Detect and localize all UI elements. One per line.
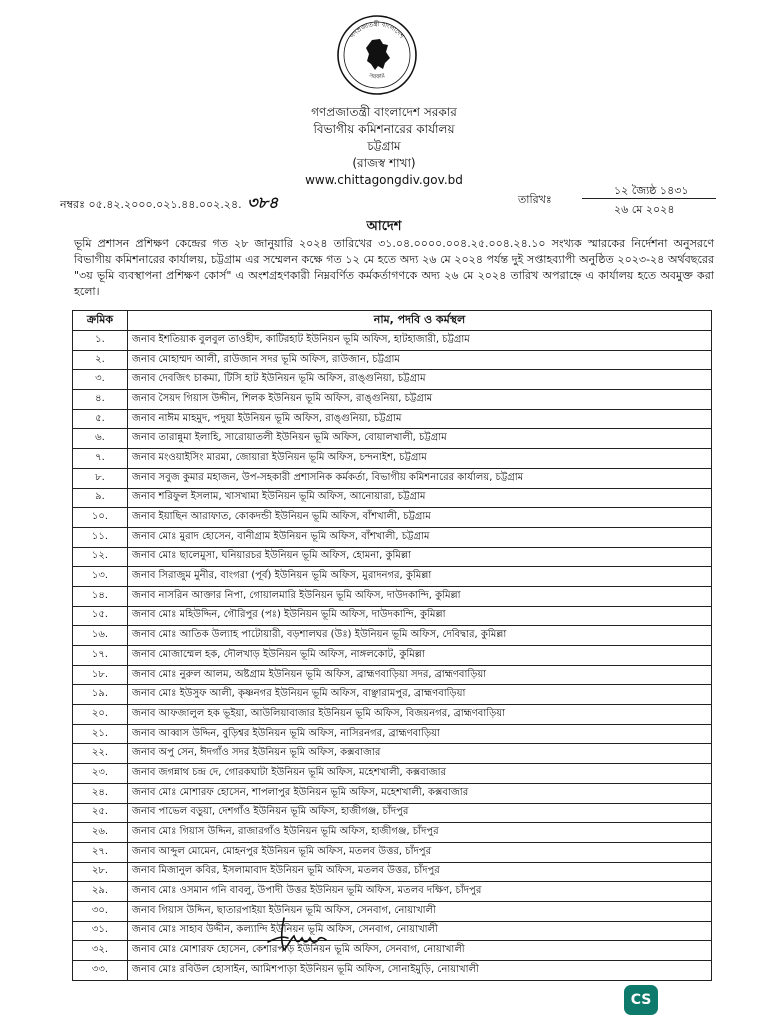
table-row: [73, 764, 712, 784]
serial-cell: ৩২.: [73, 941, 128, 961]
officer-cell: জনাব তারান্নুমা ইলাহি, সারোয়াতলী ইউনিয়ন ভূমি অফিস, বোয়ালখালী, চট্টগ্রাম: [128, 429, 712, 449]
table-row: [73, 665, 712, 685]
serial-cell: ৩.: [73, 370, 128, 390]
date-bangla: ১২ জ্যৈষ্ঠ ১৪৩১: [614, 184, 689, 197]
table-row: [73, 724, 712, 744]
table-row: [73, 705, 712, 725]
serial-cell: ১৫.: [73, 606, 128, 626]
officers-table: [72, 310, 712, 981]
officer-cell: জনাব জগন্নাথ চন্দ্র দে, গোরকঘাটা ইউনিয়ন ভূমি অফিস, মহেশখালী, কক্সবাজার: [128, 764, 712, 784]
table-row: [73, 744, 712, 764]
memo-handwritten-number: ৩৮৪: [247, 193, 279, 212]
serial-cell: ২৭.: [73, 842, 128, 862]
bangladesh-map-icon: [366, 39, 390, 70]
serial-cell: ৩৩.: [73, 961, 128, 981]
table-row: [73, 803, 712, 823]
serial-cell: ২৬.: [73, 823, 128, 843]
memo-number-line: [60, 190, 278, 217]
serial-cell: ১৯.: [73, 685, 128, 705]
serial-cell: ৮.: [73, 468, 128, 488]
table-row: [73, 626, 712, 646]
serial-cell: ২৮.: [73, 862, 128, 882]
serial-cell: ২.: [73, 350, 128, 370]
government-seal: [336, 14, 418, 96]
officer-cell: জনাব মোঃ ইউসুফ আলী, কৃষ্ণনগর ইউনিয়ন ভূমি অফিস, বাঞ্ছারামপুর, ব্রাহ্মণবাড়িয়া: [128, 685, 712, 705]
serial-cell: ২৯.: [73, 882, 128, 902]
office-city: চট্টগ্রাম: [367, 139, 401, 153]
table-row: [73, 488, 712, 508]
column-name-designation: নাম, পদবি ও কর্মস্থল: [128, 311, 712, 331]
officer-cell: জনাব সিরাজুম মুনীর, বাংগরা (পূর্ব) ইউনিয়ন ভূমি অফিস, মুরাদনগর, কুমিল্লা: [128, 567, 712, 587]
officer-cell: জনাব সবুজ কুমার মহাজন, উপ-সহকারী প্রশাসনিক কর্মকর্তা, বিভাগীয় কমিশনারের কার্যালয়, চট্টগ্রাম: [128, 468, 712, 488]
camscanner-badge: CS: [624, 985, 658, 1015]
table-row: [73, 882, 712, 902]
officer-cell: জনাব সৈয়দ গিয়াস উদ্দীন, শিলক ইউনিয়ন ভূমি অফিস, রাঙ্গুনিয়া, চট্টগ্রাম: [128, 390, 712, 410]
government-name: গণপ্রজাতন্ত্রী বাংলাদেশ সরকার: [311, 105, 457, 119]
office-name: বিভাগীয় কমিশনারের কার্যালয়: [313, 122, 455, 136]
officer-cell: জনাব আফজালুল হক ভূইয়া, আউলিয়াবাজার ইউনিয়ন ভূমি অফিস, বিজয়নগর, ব্রাহ্মণবাড়িয়া: [128, 705, 712, 725]
memo-label: নম্বরঃ: [60, 198, 85, 211]
officer-cell: জনাব নাসরিন আক্তার নিপা, গোয়ালমারি ইউনিয়ন ভূমি অফিস, দাউদকান্দি, কুমিল্লা: [128, 586, 712, 606]
officer-cell: জনাব মোঃ মোশারফ হোসেন, কেশারপাড় ইউনিয়ন ভূমি অফিস, সেনবাগ, নোয়াখালী: [128, 941, 712, 961]
section-name: (রাজস্ব শাখা): [352, 156, 416, 170]
serial-cell: ১৬.: [73, 626, 128, 646]
table-row: [73, 921, 712, 941]
officer-cell: জনাব মোঃ মোশারফ হোসেন, শাপলাপুর ইউনিয়ন ভূমি অফিস, মহেশখালী, কক্সবাজার: [128, 783, 712, 803]
officer-cell: জনাব মোঃ গিয়াস উদ্দিন, রাজারগাঁও ইউনিয়ন ভূমি অফিস, হাজীগঞ্জ, চাঁদপুর: [128, 823, 712, 843]
officer-cell: জনাব শরিফুল ইসলাম, খাসখামা ইউনিয়ন ভূমি অফিস, আনোয়ারা, চট্টগ্রাম: [128, 488, 712, 508]
table-row: [73, 862, 712, 882]
table-row: [73, 941, 712, 961]
serial-cell: ২২.: [73, 744, 128, 764]
serial-cell: ১৩.: [73, 567, 128, 587]
table-body: [73, 331, 712, 981]
officer-cell: জনাব গিয়াস উদ্দিন, ছাতারপাইয়া ইউনিয়ন ভূমি অফিস, সেনবাগ, নোয়াখালী: [128, 901, 712, 921]
officer-cell: জনাব মোঃ ছালেমুসা, ঘনিয়ারচর ইউনিয়ন ভূমি অফিস, হোমনা, কুমিল্লা: [128, 547, 712, 567]
table-row: [73, 468, 712, 488]
serial-cell: ১১.: [73, 527, 128, 547]
table-row: [73, 331, 712, 351]
table-row: [73, 961, 712, 981]
serial-cell: ২১.: [73, 724, 128, 744]
officer-cell: জনাব মোজাম্মেল হক, দৌলখাড় ইউনিয়ন ভূমি অফিস, নাঙ্গলকোট, কুমিল্লা: [128, 646, 712, 666]
serial-cell: ৯.: [73, 488, 128, 508]
officer-cell: জনাব মোহাম্মদ আলী, রাউজান সদর ভূমি অফিস, রাউজান, চট্টগ্রাম: [128, 350, 712, 370]
date-label: তারিখঃ: [518, 193, 552, 206]
table-row: [73, 527, 712, 547]
seal-bottom-text: সরকার: [368, 72, 386, 81]
officer-cell: জনাব মোঃ মুরাদ হোসেন, বানীগ্রাম ইউনিয়ন ভূমি অফিস, বাঁশখালী, চট্টগ্রাম: [128, 527, 712, 547]
officer-cell: জনাব মংওয়াইসিং মারমা, জোয়ারা ইউনিয়ন ভূমি অফিস, চন্দনাইশ, চট্টগ্রাম: [128, 449, 712, 469]
table-row: [73, 370, 712, 390]
serial-cell: ১৭.: [73, 646, 128, 666]
serial-cell: ২৫.: [73, 803, 128, 823]
officer-cell: জনাব পাভেল বড়ুয়া, দেশগাঁও ইউনিয়ন ভূমি অফিস, হাজীগঞ্জ, চাঁদপুর: [128, 803, 712, 823]
table-row: [73, 646, 712, 666]
officer-cell: জনাব মোঃ আতিক উল্যাহ পাটোয়ারী, বড়শালঘর (উঃ) ইউনিয়ন ভূমি অফিস, দেবিদ্বার, কুমিল্লা: [128, 626, 712, 646]
officer-cell: জনাব মোঃ নুরুল আলম, অষ্টগ্রাম ইউনিয়ন ভূমি অফিস, ব্রাহ্মণবাড়িয়া সদর, ব্রাহ্মণবাড়িয়া: [128, 665, 712, 685]
seal-top-text: গণপ্রজাতন্ত্রী বাংলাদেশ: [349, 20, 405, 40]
table-row: [73, 567, 712, 587]
serial-cell: ৬.: [73, 429, 128, 449]
table-row: [73, 449, 712, 469]
table-header-row: [73, 311, 712, 331]
officer-cell: জনাব নাঈম মাহমুদ, পদুয়া ইউনিয়ন ভূমি অফিস, রাঙ্গুনিয়া, চট্টগ্রাম: [128, 409, 712, 429]
officer-cell: জনাব মোঃ ওসমান গনি বাবলু, উপাদী উত্তর ইউনিয়ন ভূমি অফিস, মতলব দক্ষিণ, চাঁদপুর: [128, 882, 712, 902]
officer-cell: জনাব মোঃ রবিউল হোসাইন, আমিশপাড়া ইউনিয়ন ভূমি অফিস, সোনাইমুড়ি, নোয়াখালী: [128, 961, 712, 981]
officer-cell: জনাব মিজানুল কবির, ইসলামাবাদ ইউনিয়ন ভূমি অফিস, মতলব উত্তর, চাঁদপুর: [128, 862, 712, 882]
serial-cell: ২৩.: [73, 764, 128, 784]
serial-cell: ২৪.: [73, 783, 128, 803]
table-row: [73, 547, 712, 567]
order-body: ভূমি প্রশাসন প্রশিক্ষণ কেন্দ্রের গত ২৮ জানুয়ারি ২০২৪ তারিখের ৩১.০৪.০০০০.০০৪.২৫.০০৪.২৪.১০ সংখ্যক স্মারকের নির্দেশনা অনুসরণে বিভাগীয় কমিশনারের কার্যালয়, চট্টগ্রাম এর সম্মেলন কক্ষে গত ১২ মে হতে অদ্য ২৬ মে ২০২৪ পর্যন্ত দুই সপ্তাহব্যাপী অনুষ্ঠিত ২০২৩-২৪ অর্থবছরের "৩য় ভূমি ব্যবস্থাপনা প্রশিক্ষণ কোর্স" এ অংশগ্রহণকারী নিম্নবর্ণিত কর্মকর্তাগণকে অদ্য ২৬ মে ২০২৪ তারিখ অপরাহ্নে এ কার্যালয় হতে অবমুক্ত করা হলো।: [74, 237, 714, 298]
table-row: [73, 390, 712, 410]
date-block: [518, 182, 718, 216]
serial-cell: ৭.: [73, 449, 128, 469]
table-row: [73, 823, 712, 843]
officer-cell: জনাব আব্বাস উদ্দিন, বুড়িশ্বর ইউনিয়ন ভূমি অফিস, নাসিরনগর, ব্রাহ্মণবাড়িয়া: [128, 724, 712, 744]
table-row: [73, 842, 712, 862]
table-row: [73, 685, 712, 705]
serial-cell: ১০.: [73, 508, 128, 528]
serial-cell: ৩০.: [73, 901, 128, 921]
serial-cell: ২০.: [73, 705, 128, 725]
table-row: [73, 409, 712, 429]
memo-number: ০৫.৪২.২০০০.০২১.৪৪.০০২.২৪.: [88, 198, 242, 211]
website-url: www.chittagongdiv.gov.bd: [305, 173, 463, 187]
officer-cell: জনাব আব্দুল মোমেন, মোহনপুর ইউনিয়ন ভূমি অফিস, মতলব উত্তর, চাঁদপুর: [128, 842, 712, 862]
officer-cell: জনাব মোঃ সাহাব উদ্দীন, কল্যান্দি ইউনিয়ন ভূমি অফিস, সেনবাগ, নোয়াখালী: [128, 921, 712, 941]
serial-cell: ১.: [73, 331, 128, 351]
table-row: [73, 508, 712, 528]
date-divider: [582, 198, 716, 199]
table-row: [73, 586, 712, 606]
svg-text:গণপ্রজাতন্ত্রী বাংলাদেশ: [349, 20, 405, 40]
serial-cell: ১৮.: [73, 665, 128, 685]
order-title: আদেশ: [366, 219, 402, 234]
column-serial: ক্রমিক: [73, 311, 128, 331]
office-header: [200, 104, 568, 189]
table-row: [73, 350, 712, 370]
officer-cell: জনাব দেবজিৎ চাকমা, টিসি হাট ইউনিয়ন ভূমি অফিস, রাঙ্গুনিয়া, চট্টগ্রাম: [128, 370, 712, 390]
table-row: [73, 606, 712, 626]
serial-cell: ১৪.: [73, 586, 128, 606]
svg-text:সরকার: [367, 72, 386, 81]
serial-cell: ৫.: [73, 409, 128, 429]
date-english: ২৬ মে ২০২৪: [614, 203, 675, 216]
officer-cell: জনাব অপু সেন, ঈদগাঁও সদর ইউনিয়ন ভূমি অফিস, কক্সবাজার: [128, 744, 712, 764]
signature: [262, 912, 332, 956]
serial-cell: ৪.: [73, 390, 128, 410]
officer-cell: জনাব মোঃ মহিউদ্দিন, গৌরিপুর (পঃ) ইউনিয়ন ভূমি অফিস, দাউদকান্দি, কুমিল্লা: [128, 606, 712, 626]
table-row: [73, 783, 712, 803]
table-row: [73, 901, 712, 921]
officer-cell: জনাব ইশতিয়াক বুলবুল তাওহীদ, কাটিরহাট ইউনিয়ন ভূমি অফিস, হাটহাজারী, চট্টগ্রাম: [128, 331, 712, 351]
serial-cell: ৩১.: [73, 921, 128, 941]
officer-cell: জনাব ইয়াছিন আরাফাত, কোকদন্ডী ইউনিয়ন ভূমি অফিস, বাঁশখালী, চট্টগ্রাম: [128, 508, 712, 528]
serial-cell: ১২.: [73, 547, 128, 567]
table-row: [73, 429, 712, 449]
